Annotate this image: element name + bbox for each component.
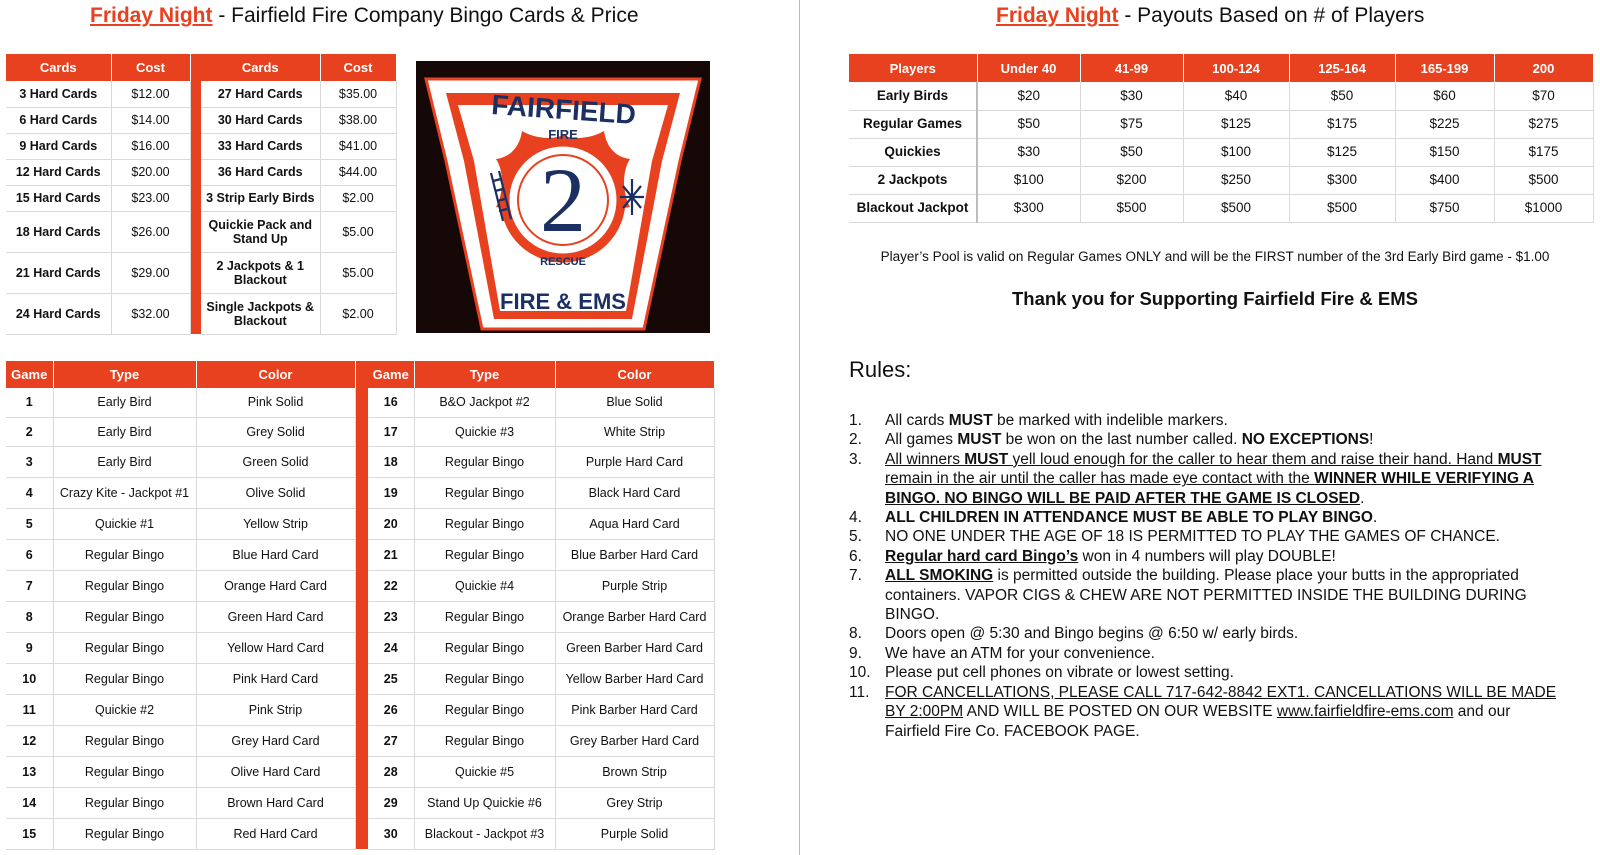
rule-text: MUST: [948, 412, 993, 429]
rule-text: www.fairfieldfire-ems.com: [1276, 703, 1454, 721]
game-category-cell: Early Birds: [849, 82, 977, 110]
rule-item: [849, 624, 1564, 643]
column-separator: [355, 477, 368, 508]
payout-header: 200: [1494, 54, 1593, 82]
card-count-cell: 2 Jackpots & 1 Blackout: [201, 252, 320, 293]
rule-item: [849, 644, 1564, 663]
game-number-cell: 22: [368, 570, 414, 601]
payout-amount-cell: $275: [1494, 110, 1593, 138]
rule-text: be marked with indelible markers.: [992, 412, 1228, 429]
game-number-cell: 8: [6, 601, 53, 632]
game-color-cell: Blue Barber Hard Card: [555, 539, 714, 570]
game-row: [6, 818, 714, 849]
game-row: [6, 663, 714, 694]
cost-cell: $5.00: [320, 252, 396, 293]
price-header: Cost: [111, 54, 190, 81]
column-separator: [355, 725, 368, 756]
card-count-cell: 18 Hard Cards: [6, 211, 111, 252]
game-number-cell: 12: [6, 725, 53, 756]
rule-item: [849, 411, 1564, 430]
game-number-cell: 13: [6, 756, 53, 787]
card-count-cell: 36 Hard Cards: [201, 159, 320, 185]
friday-night-label: Friday Night: [90, 4, 213, 27]
payout-amount-cell: $500: [1494, 166, 1593, 194]
column-separator: [190, 185, 201, 211]
rule-text: NO EXCEPTIONS: [1241, 431, 1370, 449]
card-price-table: [6, 54, 397, 335]
column-separator: [355, 361, 368, 388]
rule-text: .: [1360, 489, 1365, 507]
cost-cell: $32.00: [111, 293, 190, 334]
game-type-cell: Regular Bingo: [53, 601, 196, 632]
price-row: [6, 293, 396, 334]
payout-header: Under 40: [977, 54, 1080, 82]
game-color-cell: Blue Hard Card: [196, 539, 355, 570]
card-count-cell: 15 Hard Cards: [6, 185, 111, 211]
payout-amount-cell: $30: [977, 138, 1080, 166]
game-row: [6, 539, 714, 570]
game-type-cell: Quickie #5: [414, 756, 555, 787]
rule-number: 11.: [849, 683, 870, 701]
cost-cell: $29.00: [111, 252, 190, 293]
game-header: Color: [555, 361, 714, 388]
column-separator: [190, 54, 201, 81]
game-color-cell: Pink Hard Card: [196, 663, 355, 694]
payout-amount-cell: $175: [1494, 138, 1593, 166]
logo-number: 2: [540, 149, 586, 251]
game-color-cell: Pink Solid: [196, 388, 355, 417]
rule-text: yell loud enough for the caller to hear them and raise their hand. Hand: [1008, 450, 1498, 468]
rule-number: 8.: [849, 625, 862, 643]
rule-text: All winners: [885, 450, 965, 468]
game-number-cell: 6: [6, 539, 53, 570]
game-type-cell: Regular Bingo: [53, 663, 196, 694]
rule-text: All games: [885, 431, 958, 449]
rule-number: 4.: [849, 509, 862, 527]
payout-table: [849, 54, 1594, 223]
game-type-cell: B&O Jackpot #2: [414, 388, 555, 417]
game-color-cell: White Strip: [555, 417, 714, 446]
column-separator: [190, 252, 201, 293]
card-count-cell: 30 Hard Cards: [201, 107, 320, 133]
game-row: [6, 508, 714, 539]
game-row: [6, 446, 714, 477]
game-number-cell: 21: [368, 539, 414, 570]
cost-cell: $5.00: [320, 211, 396, 252]
payout-amount-cell: $50: [1289, 82, 1395, 110]
column-separator: [355, 694, 368, 725]
cost-cell: $14.00: [111, 107, 190, 133]
card-count-cell: Single Jackpots & Blackout: [201, 293, 320, 334]
payout-amount-cell: $400: [1395, 166, 1494, 194]
payout-amount-cell: $1000: [1494, 194, 1593, 222]
column-separator: [190, 159, 201, 185]
payout-amount-cell: $200: [1080, 166, 1183, 194]
rule-number: 9.: [849, 644, 862, 662]
rule-number: 5.: [849, 528, 862, 546]
payout-amount-cell: $50: [977, 110, 1080, 138]
game-color-cell: Green Hard Card: [196, 601, 355, 632]
payout-amount-cell: $50: [1080, 138, 1183, 166]
cost-cell: $41.00: [320, 133, 396, 159]
game-number-cell: 28: [368, 756, 414, 787]
rule-number: 3.: [849, 450, 862, 468]
game-type-cell: Regular Bingo: [53, 756, 196, 787]
game-color-cell: Olive Hard Card: [196, 756, 355, 787]
game-row: [6, 756, 714, 787]
rules-heading: Rules:: [849, 357, 912, 382]
page-divider: [799, 0, 800, 855]
payout-amount-cell: $225: [1395, 110, 1494, 138]
column-separator: [355, 539, 368, 570]
game-type-cell: Quickie #4: [414, 570, 555, 601]
price-row: [6, 211, 396, 252]
game-header: Type: [414, 361, 555, 388]
rule-text: FOR CANCELLATIONS, PLEASE CALL 717-642-8842 EXT1. CANCELLATIONS WILL BE MADE BY 2:00PM: [885, 683, 1557, 721]
game-type-cell: Stand Up Quickie #6: [414, 787, 555, 818]
rule-text: and our Fairfield Fire Co. FACEBOOK PAGE.: [885, 703, 1511, 740]
rule-number: 1.: [849, 412, 862, 429]
game-type-cell: Regular Bingo: [53, 818, 196, 849]
game-row: [6, 632, 714, 663]
rule-text: is permitted outside the building. Please place your butts in the appropriated containers. VAPOR CIGS & CHEW ARE NOT PERMITTED INSIDE THE BUILDING DURING BINGO.: [885, 567, 1527, 624]
game-color-cell: Black Hard Card: [555, 477, 714, 508]
game-number-cell: 1: [6, 388, 53, 417]
game-category-cell: Quickies: [849, 138, 977, 166]
players-pool-note: Player’s Pool is valid on Regular Games ONLY and will be the FIRST number of the 3rd Early Bird game - $1.00: [880, 249, 1550, 264]
game-color-cell: Red Hard Card: [196, 818, 355, 849]
game-type-cell: Quickie #3: [414, 417, 555, 446]
rule-text: Doors open @ 5:30 and Bingo begins @ 6:50 w/ early birds.: [885, 625, 1299, 643]
column-separator: [190, 133, 201, 159]
rule-number: 10.: [849, 664, 871, 682]
game-color-cell: Orange Barber Hard Card: [555, 601, 714, 632]
rule-text: ALL SMOKING: [885, 567, 994, 585]
game-number-cell: 29: [368, 787, 414, 818]
payout-amount-cell: $300: [1289, 166, 1395, 194]
payout-row: [849, 166, 1593, 194]
payout-amount-cell: $175: [1289, 110, 1395, 138]
payout-header: 125-164: [1289, 54, 1395, 82]
game-row: [6, 725, 714, 756]
game-color-cell: Yellow Strip: [196, 508, 355, 539]
game-row: [6, 694, 714, 725]
game-color-cell: Green Barber Hard Card: [555, 632, 714, 663]
game-category-cell: 2 Jackpots: [849, 166, 977, 194]
game-number-cell: 16: [368, 388, 414, 417]
game-number-cell: 27: [368, 725, 414, 756]
payout-amount-cell: $30: [1080, 82, 1183, 110]
game-color-cell: Grey Strip: [555, 787, 714, 818]
game-type-cell: Regular Bingo: [414, 694, 555, 725]
payout-header: 100-124: [1183, 54, 1289, 82]
payout-amount-cell: $60: [1395, 82, 1494, 110]
rule-item: [849, 508, 1564, 527]
payout-amount-cell: $20: [977, 82, 1080, 110]
game-header: Type: [53, 361, 196, 388]
game-color-cell: Yellow Barber Hard Card: [555, 663, 714, 694]
game-color-cell: Green Solid: [196, 446, 355, 477]
game-type-cell: Regular Bingo: [414, 725, 555, 756]
rule-text: Please put cell phones on vibrate or lowest setting.: [885, 664, 1234, 682]
payout-amount-cell: $750: [1395, 194, 1494, 222]
game-number-cell: 11: [6, 694, 53, 725]
game-color-cell: Aqua Hard Card: [555, 508, 714, 539]
game-category-cell: Regular Games: [849, 110, 977, 138]
payout-amount-cell: $500: [1289, 194, 1395, 222]
game-number-cell: 18: [368, 446, 414, 477]
game-color-cell: Brown Hard Card: [196, 787, 355, 818]
game-type-cell: Early Bird: [53, 417, 196, 446]
price-row: [6, 159, 396, 185]
column-separator: [355, 632, 368, 663]
game-number-cell: 17: [368, 417, 414, 446]
game-number-cell: 25: [368, 663, 414, 694]
game-type-cell: Regular Bingo: [414, 663, 555, 694]
payout-amount-cell: $250: [1183, 166, 1289, 194]
rule-text: We have an ATM for your convenience.: [885, 644, 1155, 662]
game-number-cell: 10: [6, 663, 53, 694]
payout-amount-cell: $70: [1494, 82, 1593, 110]
game-number-cell: 24: [368, 632, 414, 663]
game-number-cell: 5: [6, 508, 53, 539]
price-row: [6, 252, 396, 293]
rule-number: 7.: [849, 567, 862, 585]
payout-amount-cell: $500: [1183, 194, 1289, 222]
column-separator: [190, 211, 201, 252]
cost-cell: $12.00: [111, 81, 190, 107]
rule-text: AND WILL BE POSTED ON OUR WEBSITE: [963, 703, 1277, 721]
rule-text: NO ONE UNDER THE AGE OF 18 IS PERMITTED TO PLAY THE GAMES OF CHANCE.: [885, 528, 1500, 546]
game-number-cell: 19: [368, 477, 414, 508]
game-number-cell: 26: [368, 694, 414, 725]
payout-amount-cell: $75: [1080, 110, 1183, 138]
payout-amount-cell: $100: [977, 166, 1080, 194]
rule-number: 6.: [849, 547, 862, 565]
game-schedule-table: [6, 361, 715, 850]
payout-row: [849, 82, 1593, 110]
game-number-cell: 7: [6, 570, 53, 601]
rule-item: [849, 430, 1564, 449]
rule-text: MUST: [957, 431, 1002, 449]
rule-text: .: [1373, 509, 1378, 527]
game-row: [6, 388, 714, 417]
game-type-cell: Regular Bingo: [414, 539, 555, 570]
game-type-cell: Quickie #2: [53, 694, 196, 725]
game-header: Color: [196, 361, 355, 388]
game-type-cell: Regular Bingo: [53, 570, 196, 601]
card-count-cell: 21 Hard Cards: [6, 252, 111, 293]
left-page-title: [90, 4, 639, 28]
game-type-cell: Regular Bingo: [414, 601, 555, 632]
price-row: [6, 107, 396, 133]
game-number-cell: 20: [368, 508, 414, 539]
payout-header: Players: [849, 54, 977, 82]
cost-cell: $2.00: [320, 185, 396, 211]
game-color-cell: Yellow Hard Card: [196, 632, 355, 663]
payout-amount-cell: $40: [1183, 82, 1289, 110]
game-category-cell: Blackout Jackpot: [849, 194, 977, 222]
game-number-cell: 3: [6, 446, 53, 477]
game-type-cell: Regular Bingo: [53, 725, 196, 756]
cost-cell: $44.00: [320, 159, 396, 185]
card-count-cell: 27 Hard Cards: [201, 81, 320, 107]
rule-text: MUST: [1497, 450, 1542, 468]
payout-amount-cell: $100: [1183, 138, 1289, 166]
rule-item: [849, 450, 1564, 508]
game-type-cell: Early Bird: [53, 388, 196, 417]
game-color-cell: Orange Hard Card: [196, 570, 355, 601]
cost-cell: $16.00: [111, 133, 190, 159]
game-color-cell: Grey Hard Card: [196, 725, 355, 756]
card-count-cell: Quickie Pack and Stand Up: [201, 211, 320, 252]
column-separator: [190, 293, 201, 334]
cost-cell: $38.00: [320, 107, 396, 133]
rule-item: [849, 527, 1564, 546]
payout-row: [849, 138, 1593, 166]
logo-graphic: [416, 61, 710, 333]
price-header: Cost: [320, 54, 396, 81]
rule-text: MUST: [964, 450, 1009, 468]
game-number-cell: 30: [368, 818, 414, 849]
rule-text: won in 4 numbers will play DOUBLE!: [1078, 547, 1336, 565]
rule-text: ALL CHILDREN IN ATTENDANCE MUST BE ABLE TO PLAY BINGO: [885, 509, 1373, 527]
cost-cell: $20.00: [111, 159, 190, 185]
game-number-cell: 4: [6, 477, 53, 508]
payout-row: [849, 194, 1593, 222]
game-type-cell: Regular Bingo: [414, 508, 555, 539]
thank-you-message: Thank you for Supporting Fairfield Fire & EMS: [1012, 288, 1418, 309]
column-separator: [355, 417, 368, 446]
game-color-cell: Pink Barber Hard Card: [555, 694, 714, 725]
left-title-text: - Fairfield Fire Company Bingo Cards & Price: [212, 4, 639, 27]
price-header: Cards: [6, 54, 111, 81]
column-separator: [355, 756, 368, 787]
right-title-text: - Payouts Based on # of Players: [1118, 4, 1425, 27]
game-type-cell: Regular Bingo: [53, 539, 196, 570]
rules-list: [849, 411, 1564, 741]
card-count-cell: 3 Hard Cards: [6, 81, 111, 107]
game-row: [6, 570, 714, 601]
column-separator: [355, 508, 368, 539]
game-type-cell: Regular Bingo: [414, 446, 555, 477]
price-row: [6, 185, 396, 211]
cost-cell: $23.00: [111, 185, 190, 211]
fairfield-fire-logo: [416, 61, 710, 333]
game-color-cell: Blue Solid: [555, 388, 714, 417]
column-separator: [355, 388, 368, 417]
payout-header: 165-199: [1395, 54, 1494, 82]
logo-bottom-text: FIRE & EMS: [500, 289, 626, 314]
game-number-cell: 23: [368, 601, 414, 632]
payout-amount-cell: $500: [1080, 194, 1183, 222]
logo-fire-text: FIRE: [548, 127, 578, 142]
game-number-cell: 14: [6, 787, 53, 818]
game-color-cell: Purple Solid: [555, 818, 714, 849]
card-count-cell: 12 Hard Cards: [6, 159, 111, 185]
column-separator: [355, 601, 368, 632]
card-count-cell: 6 Hard Cards: [6, 107, 111, 133]
rule-item: [849, 663, 1564, 682]
rule-item: [849, 683, 1564, 741]
game-color-cell: Purple Strip: [555, 570, 714, 601]
rule-text: Regular hard card Bingo’s: [885, 547, 1079, 565]
payout-amount-cell: $300: [977, 194, 1080, 222]
rule-text: be won on the last number called.: [1001, 431, 1242, 449]
game-color-cell: Olive Solid: [196, 477, 355, 508]
game-color-cell: Brown Strip: [555, 756, 714, 787]
rule-item: [849, 547, 1564, 566]
card-count-cell: 33 Hard Cards: [201, 133, 320, 159]
game-row: [6, 417, 714, 446]
column-separator: [355, 818, 368, 849]
game-type-cell: Early Bird: [53, 446, 196, 477]
column-separator: [190, 81, 201, 107]
price-header: Cards: [201, 54, 320, 81]
rule-item: [849, 566, 1564, 624]
game-color-cell: Grey Solid: [196, 417, 355, 446]
column-separator: [355, 570, 368, 601]
column-separator: [355, 446, 368, 477]
card-count-cell: 24 Hard Cards: [6, 293, 111, 334]
card-count-cell: 9 Hard Cards: [6, 133, 111, 159]
game-color-cell: Pink Strip: [196, 694, 355, 725]
game-header: Game: [6, 361, 53, 388]
game-row: [6, 477, 714, 508]
logo-rescue-text: RESCUE: [540, 256, 586, 268]
rule-text: WINNER WHILE VERIFYING A BINGO. NO BINGO WILL BE PAID AFTER THE GAME IS CLOSED: [885, 470, 1534, 507]
game-type-cell: Regular Bingo: [414, 632, 555, 663]
game-type-cell: Quickie #1: [53, 508, 196, 539]
cost-cell: $35.00: [320, 81, 396, 107]
friday-night-label: Friday Night: [996, 4, 1119, 27]
column-separator: [355, 663, 368, 694]
game-type-cell: Regular Bingo: [53, 632, 196, 663]
price-row: [6, 133, 396, 159]
rule-text: !: [1369, 431, 1374, 449]
payout-header: 41-99: [1080, 54, 1183, 82]
payout-amount-cell: $125: [1289, 138, 1395, 166]
game-header: Game: [368, 361, 414, 388]
rule-number: 2.: [849, 431, 862, 449]
cost-cell: $26.00: [111, 211, 190, 252]
game-color-cell: Purple Hard Card: [555, 446, 714, 477]
game-type-cell: Regular Bingo: [53, 787, 196, 818]
game-number-cell: 15: [6, 818, 53, 849]
rule-text: All cards: [885, 412, 949, 429]
payout-amount-cell: $125: [1183, 110, 1289, 138]
game-number-cell: 9: [6, 632, 53, 663]
column-separator: [355, 787, 368, 818]
game-type-cell: Blackout - Jackpot #3: [414, 818, 555, 849]
cost-cell: $2.00: [320, 293, 396, 334]
game-type-cell: Crazy Kite - Jackpot #1: [53, 477, 196, 508]
card-count-cell: 3 Strip Early Birds: [201, 185, 320, 211]
game-number-cell: 2: [6, 417, 53, 446]
price-row: [6, 81, 396, 107]
logo-top-text: FAIRFIELD: [490, 89, 637, 131]
game-color-cell: Grey Barber Hard Card: [555, 725, 714, 756]
column-separator: [190, 107, 201, 133]
game-row: [6, 601, 714, 632]
rule-text: remain in the air until the caller has made eye contact with the: [885, 470, 1315, 488]
payout-row: [849, 110, 1593, 138]
right-page-title: [996, 4, 1424, 28]
game-row: [6, 787, 714, 818]
payout-amount-cell: $150: [1395, 138, 1494, 166]
game-type-cell: Regular Bingo: [414, 477, 555, 508]
